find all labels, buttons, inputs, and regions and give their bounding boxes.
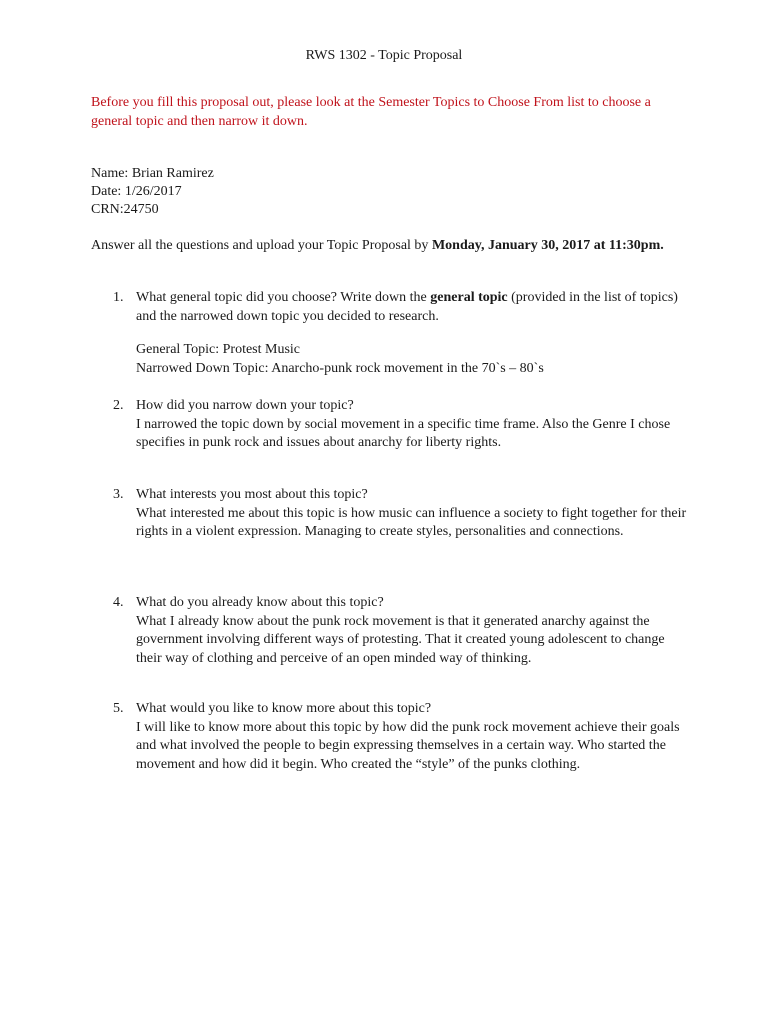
question-text: What do you already know about this topic? <box>136 595 384 610</box>
question-number: 2. <box>113 398 124 413</box>
document-title: RWS 1302 - Topic Proposal <box>305 48 463 63</box>
submission-date: Date: 1/26/2017 <box>91 184 182 199</box>
general-topic-emphasis: general topic <box>430 290 508 305</box>
question-number: 1. <box>113 290 124 305</box>
narrowed-topic-answer: Narrowed Down Topic: Anarcho-punk rock movement in the 70`s – 80`s <box>136 360 544 376</box>
answer-text: What I already know about the punk rock movement is that it generated anarchy against the government involving different ways of protesting. That it created young adolescent to change their way of clothing and perceive of an open minded way of thinking. <box>136 613 665 666</box>
student-info <box>91 165 214 219</box>
instructions-text: Answer all the questions and upload your Topic Proposal by <box>91 238 432 253</box>
deadline-text: Monday, January 30, 2017 at 11:30pm. <box>431 238 664 253</box>
question-text: What would you like to know more about this topic? <box>136 701 432 716</box>
general-topic-answer: General Topic: Protest Music <box>136 342 301 357</box>
student-name: Name: Brian Ramirez <box>91 166 214 181</box>
question-text: What interests you most about this topic? <box>136 487 368 502</box>
answer-text: I narrowed the topic down by social movement in a specific time frame. Also the Genre I chose specifies in punk rock and issues about anarchy for liberty rights. <box>136 416 671 450</box>
course-crn: CRN:24750 <box>91 202 159 217</box>
answer-text: What interested me about this topic is how music can influence a society to fight together for their rights in a violent expression. Managing to create styles, personalities and connections. <box>136 505 687 539</box>
submission-instructions <box>91 236 671 255</box>
question-text: What general topic did you choose? Write down the general topic (provided in the list of topics) and the narrowed down topic you decided to research. <box>136 290 678 324</box>
answer-text: I will like to know more about this topic by how did the punk rock movement achieve their goals and what involved the people to begin expressing themselves in a certain way. Who started the movement and how did it begin. Who created the “style” of the punks clothing. <box>136 719 680 772</box>
question-number: 3. <box>113 487 124 502</box>
question-number: 4. <box>113 595 124 610</box>
instruction-notice: Before you fill this proposal out, please look at the Semester Topics to Choose From list to choose a general topic and then narrow it down. <box>91 95 651 129</box>
question-number: 5. <box>113 701 124 716</box>
question-text: How did you narrow down your topic? <box>136 398 354 413</box>
